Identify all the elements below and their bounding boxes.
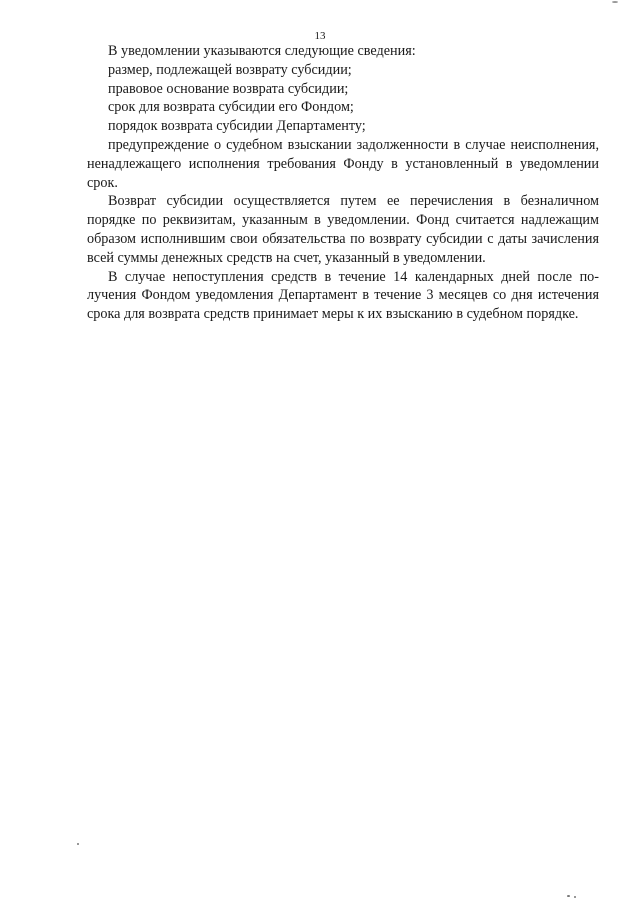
paragraph-list-legal-basis: правовое основание возврата субсидии; [108,80,349,97]
scan-speck [574,896,576,898]
paragraph-list-amount: размер, подлежащей возврату субсидии; [108,61,352,78]
scan-speck [567,895,570,897]
paragraph-notice-intro: В уведомлении указываются следующие сведения: [108,43,416,59]
paragraph-non-receipt: В случае непоступления средств в течение 14 календарных дней после получения Фондом уведомления Департамент в течение 3 месяцев со дня истечения срока для возврата средств принимает меры к их взысканию в судебном порядке. [87,268,599,323]
paragraph-list-deadline: срок для возврата субсидии его Фондом; [108,99,354,116]
paragraph-warning: предупреждение о судебном взыскании задолженности в случае неисполнения, ненадлежащего исполнения требования Фонду в установленный в уведомлении срок. [87,136,599,191]
page-number: 13 [314,30,326,42]
document-body [87,42,599,324]
paragraph-return-method: Возврат субсидии осуществляется путем ее перечисления в безналичном порядке по реквизитам, указанным в уведомлении. Фонд считается надлежащим образом исполнившим свои обязательства по возврату субсидии с даты зачисления всей суммы денежных средств на счет, указанный в уведомлении. [87,193,599,266]
scan-speck [77,843,79,845]
paragraph-list-procedure: порядок возврата субсидии Департаменту; [108,118,366,135]
scan-speck [612,1,618,3]
